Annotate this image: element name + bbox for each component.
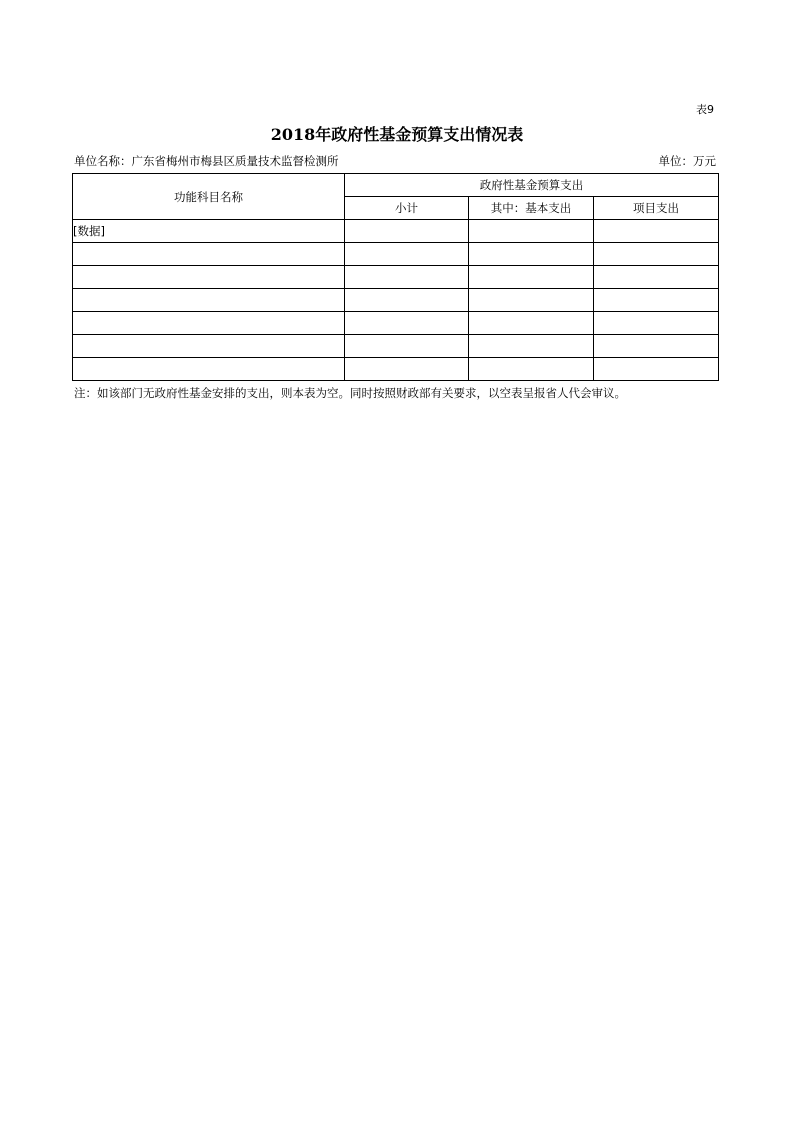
budget-table: [72, 173, 719, 381]
table-cell: [594, 335, 719, 358]
table-cell: [73, 312, 345, 335]
table-cell: [73, 358, 345, 381]
table-cell: [594, 266, 719, 289]
table-cell: [469, 266, 594, 289]
table-cell: [345, 220, 469, 243]
table-cell: [73, 266, 345, 289]
table-row: [73, 335, 719, 358]
table-row: [73, 289, 719, 312]
table-row: [73, 220, 719, 243]
header-function-name: 功能科目名称: [73, 174, 345, 220]
table-cell: [469, 358, 594, 381]
table-cell: [345, 335, 469, 358]
currency-unit-label: 单位：万元: [658, 154, 716, 168]
unit-row: [74, 153, 716, 169]
header-project-expenditure: 项目支出: [594, 197, 719, 220]
table-cell: [469, 335, 594, 358]
unit-name-label: 单位名称：广东省梅州市梅县区质量技术监督检测所: [74, 154, 339, 168]
header-basic-expenditure: 其中：基本支出: [469, 197, 594, 220]
table-cell: [469, 289, 594, 312]
header-fund-expenditure: 政府性基金预算支出: [345, 174, 719, 197]
footnote: 注：如该部门无政府性基金安排的支出，则本表为空。同时按照财政部有关要求，以空表呈报省人代会审议。: [74, 386, 626, 400]
table-cell: [469, 243, 594, 266]
table-cell: [469, 220, 594, 243]
table-row: [73, 312, 719, 335]
table-row: [73, 243, 719, 266]
header-subtotal: 小计: [345, 197, 469, 220]
table-row: [73, 358, 719, 381]
table-row: [73, 266, 719, 289]
table-cell: [73, 289, 345, 312]
table-cell: [594, 289, 719, 312]
table-cell: [594, 358, 719, 381]
table-cell: [594, 243, 719, 266]
table-cell: [469, 312, 594, 335]
table-cell: [594, 312, 719, 335]
table-cell: [594, 220, 719, 243]
table-cell: [数据]: [73, 220, 345, 243]
page-title: 2018年政府性基金预算支出情况表: [270, 125, 524, 144]
table-cell: [345, 266, 469, 289]
table-cell: [345, 358, 469, 381]
table-cell: [73, 335, 345, 358]
table-cell: [73, 243, 345, 266]
table-cell: [345, 243, 469, 266]
table-cell: [345, 312, 469, 335]
table-number: 表9: [696, 103, 714, 116]
table-cell: [345, 289, 469, 312]
